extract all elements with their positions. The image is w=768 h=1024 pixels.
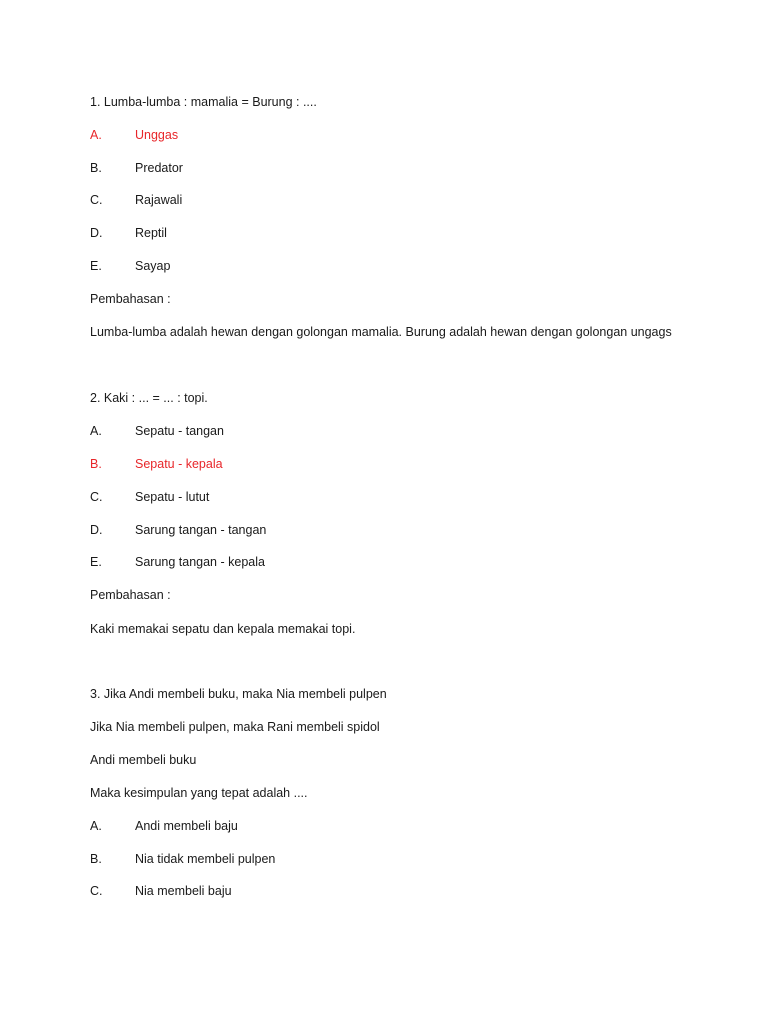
question-2-option-e bbox=[90, 555, 265, 569]
option-text: Sarung tangan - tangan bbox=[135, 523, 267, 537]
question-3-stem-line-1: 3. Jika Andi membeli buku, maka Nia membeli pulpen bbox=[90, 687, 387, 701]
option-letter: E. bbox=[90, 555, 102, 569]
option-letter: E. bbox=[90, 259, 102, 273]
option-letter: A. bbox=[90, 819, 102, 833]
option-text: Andi membeli baju bbox=[135, 819, 238, 833]
option-text: Nia tidak membeli pulpen bbox=[135, 852, 276, 866]
question-3-stem-line-3: Andi membeli buku bbox=[90, 753, 197, 767]
question-1-discussion-label: Pembahasan : bbox=[90, 292, 171, 306]
option-text: Sepatu - lutut bbox=[135, 490, 210, 504]
option-letter: A. bbox=[90, 424, 102, 438]
option-letter: D. bbox=[90, 523, 103, 537]
question-2-discussion-label: Pembahasan : bbox=[90, 588, 171, 602]
question-1-option-b bbox=[90, 161, 183, 175]
option-letter: C. bbox=[90, 884, 103, 898]
question-2-option-b bbox=[90, 457, 223, 471]
question-1-stem: 1. Lumba-lumba : mamalia = Burung : .... bbox=[90, 95, 317, 109]
question-1-option-e bbox=[90, 259, 170, 273]
question-1-option-d bbox=[90, 226, 167, 240]
option-letter: D. bbox=[90, 226, 103, 240]
question-3-option-a bbox=[90, 819, 238, 833]
question-3-stem-line-4: Maka kesimpulan yang tepat adalah .... bbox=[90, 786, 308, 800]
option-letter: C. bbox=[90, 193, 103, 207]
option-text: Sayap bbox=[135, 259, 171, 273]
question-2-option-c bbox=[90, 490, 209, 504]
option-text: Sepatu - tangan bbox=[135, 424, 224, 438]
option-letter: B. bbox=[90, 457, 102, 471]
option-text: Sepatu - kepala bbox=[135, 457, 223, 471]
option-letter: B. bbox=[90, 852, 102, 866]
question-1-option-a bbox=[90, 128, 178, 142]
question-2-option-d bbox=[90, 523, 266, 537]
question-1-discussion: Lumba-lumba adalah hewan dengan golongan mamalia. Burung adalah hewan dengan golongan ungags bbox=[90, 325, 672, 339]
question-2-option-a bbox=[90, 424, 224, 438]
question-3-option-c bbox=[90, 884, 232, 898]
question-2-discussion: Kaki memakai sepatu dan kepala memakai topi. bbox=[90, 622, 356, 636]
option-text: Unggas bbox=[135, 128, 179, 142]
question-2-stem: 2. Kaki : ... = ... : topi. bbox=[90, 391, 208, 405]
option-text: Reptil bbox=[135, 226, 167, 240]
question-3-option-b bbox=[90, 852, 275, 866]
option-letter: C. bbox=[90, 490, 103, 504]
option-text: Predator bbox=[135, 161, 183, 175]
option-letter: A. bbox=[90, 128, 102, 142]
option-letter: B. bbox=[90, 161, 102, 175]
question-3-stem-line-2: Jika Nia membeli pulpen, maka Rani membeli spidol bbox=[90, 720, 380, 734]
option-text: Sarung tangan - kepala bbox=[135, 555, 265, 569]
option-text: Rajawali bbox=[135, 193, 183, 207]
question-1-option-c bbox=[90, 193, 182, 207]
option-text: Nia membeli baju bbox=[135, 884, 232, 898]
